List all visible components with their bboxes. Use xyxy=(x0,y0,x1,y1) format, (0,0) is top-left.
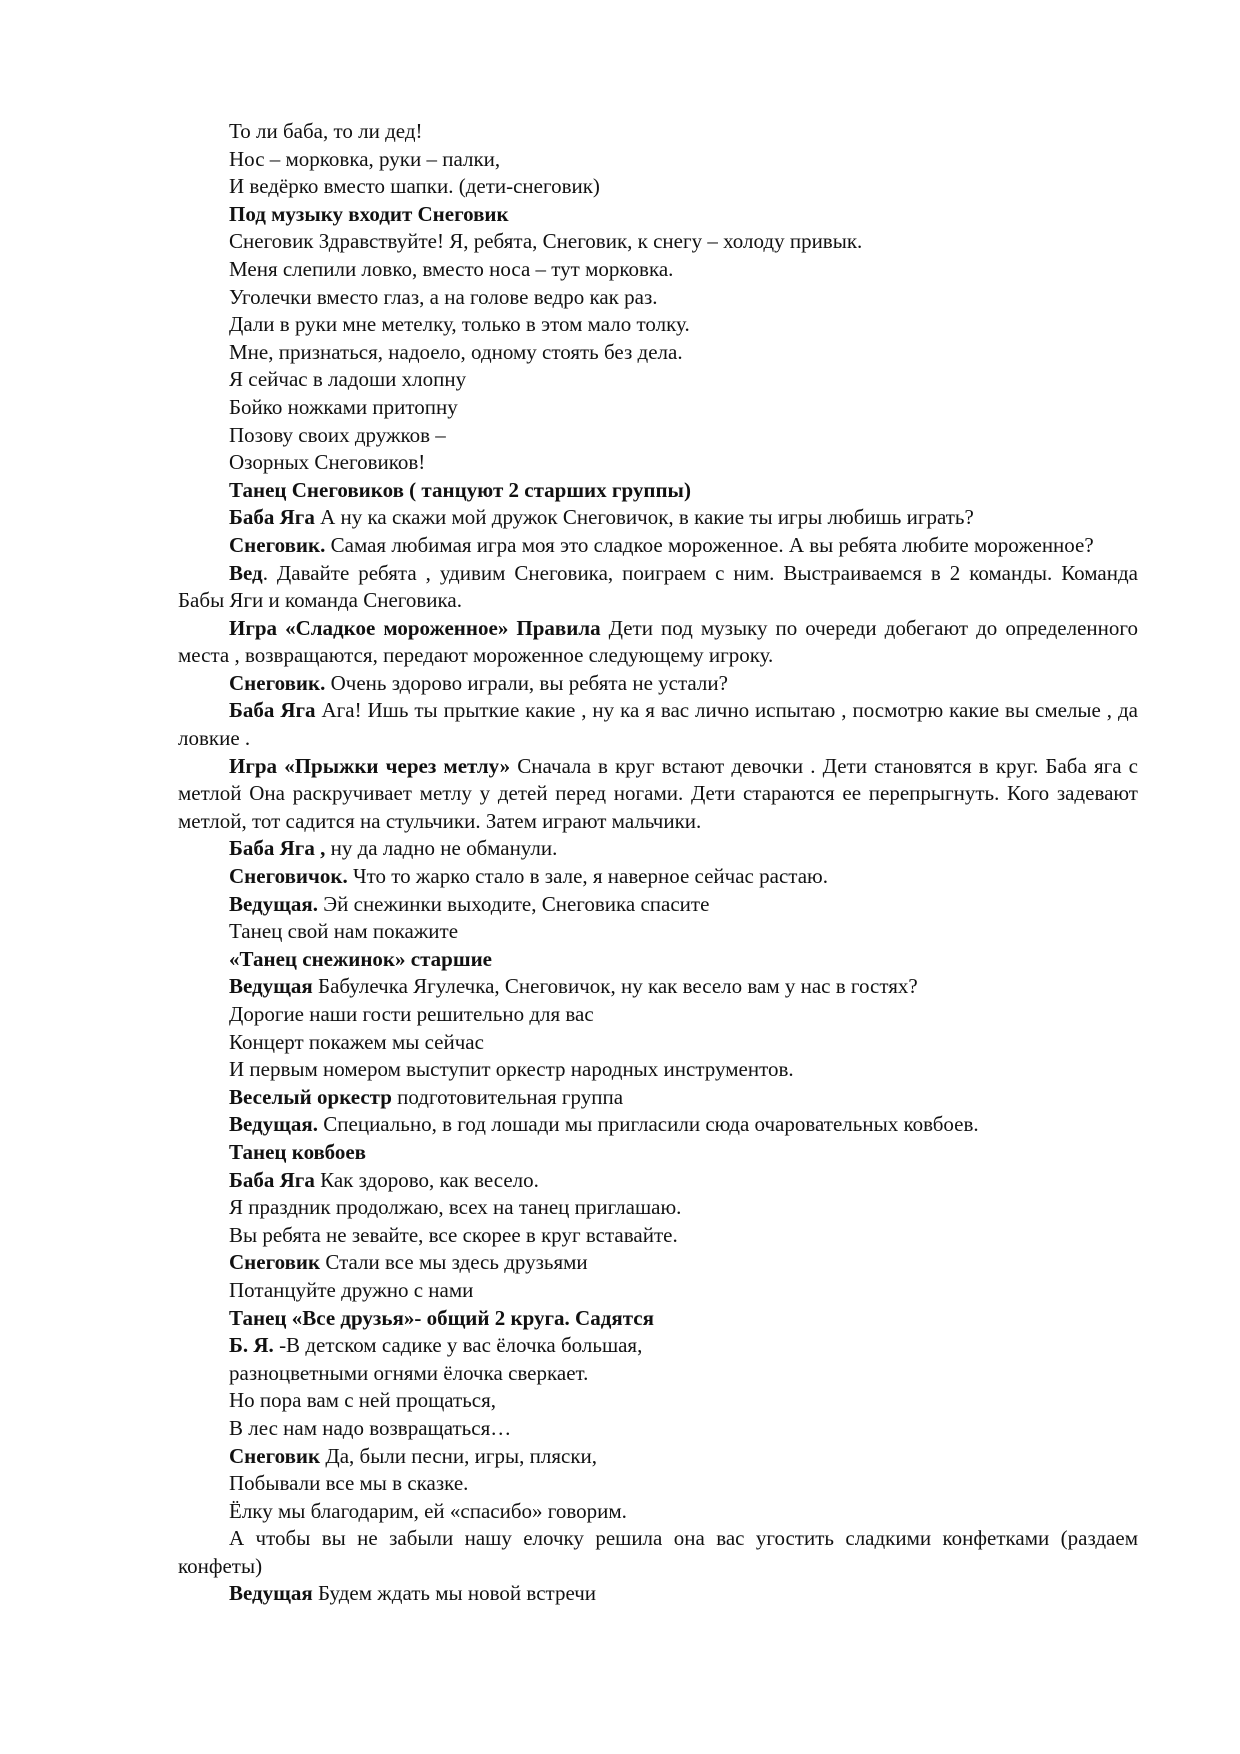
line-text: Специально, в год лошади мы пригласили сюда очаровательных ковбоев. xyxy=(318,1112,979,1137)
line-text: . Давайте ребята , удивим Снеговика, поиграем с ним. Выстраиваемся в 2 команды. Команда Бабы Яги и команда Снеговика. xyxy=(178,560,1138,613)
speaker-label: Снеговичок. xyxy=(229,864,348,889)
text-line xyxy=(178,891,1138,919)
text-line xyxy=(178,118,1138,146)
text-line xyxy=(178,1498,1138,1526)
text-line xyxy=(178,201,1138,229)
text-line xyxy=(178,284,1138,312)
text-line xyxy=(178,1470,1138,1498)
script-text xyxy=(178,118,1138,1608)
line-text: Эй снежинки выходите, Снеговика спасите xyxy=(318,891,710,916)
line-text: Бабулечка Ягулечка, Снеговичок, ну как весело вам у нас в гостях? xyxy=(312,974,918,999)
line-text: Ёлку мы благодарим, ей «спасибо» говорим. xyxy=(229,1498,627,1523)
text-line xyxy=(178,311,1138,339)
text-line xyxy=(178,1443,1138,1471)
line-text: Уголечки вместо глаз, а на голове ведро как раз. xyxy=(229,284,658,309)
speaker-label: Снеговик xyxy=(229,1250,321,1275)
text-line xyxy=(178,1194,1138,1222)
text-line xyxy=(178,1387,1138,1415)
line-text: Бойко ножками притопну xyxy=(229,394,458,419)
speaker-label: Снеговик. xyxy=(229,670,326,695)
text-line xyxy=(178,1249,1138,1277)
text-line xyxy=(178,946,1138,974)
text-line xyxy=(178,1084,1138,1112)
line-text: А ну ка скажи мой дружок Снеговичок, в какие ты игры любишь играть? xyxy=(314,505,974,530)
line-text: Очень здорово играли, вы ребята не устали? xyxy=(325,670,728,695)
speaker-label: Снеговик xyxy=(229,1443,321,1468)
line-text: Побывали все мы в сказке. xyxy=(229,1471,469,1496)
text-line xyxy=(178,173,1138,201)
text-line xyxy=(178,1056,1138,1084)
text-line xyxy=(178,1525,1138,1580)
text-line xyxy=(178,228,1138,256)
speaker-label: Баба Яга , xyxy=(229,836,326,861)
speaker-label: «Танец снежинок» старшие xyxy=(229,946,492,971)
text-line xyxy=(178,560,1138,615)
line-text: -В детском садике у вас ёлочка большая, xyxy=(273,1333,643,1358)
line-text: ну да ладно не обманули. xyxy=(325,836,558,861)
line-text: Потанцуйте дружно с нами xyxy=(229,1277,474,1302)
speaker-label: Танец ковбоев xyxy=(229,1139,367,1164)
speaker-label: Ведущая. xyxy=(229,1112,319,1137)
line-text: Но пора вам с ней прощаться, xyxy=(229,1388,497,1413)
speaker-label: Веселый оркестр xyxy=(229,1084,392,1109)
text-line xyxy=(178,918,1138,946)
speaker-label: Баба Яга xyxy=(229,505,315,530)
line-text: А чтобы вы не забыли нашу елочку решила она вас угостить сладкими конфетками (раздаем конфеты) xyxy=(178,1526,1138,1578)
line-text: Будем ждать мы новой встречи xyxy=(312,1581,597,1606)
text-line xyxy=(178,1360,1138,1388)
speaker-label: Вед xyxy=(229,560,263,585)
line-text: Дали в руки мне метелку, только в этом мало толку. xyxy=(229,312,690,337)
speaker-label: Танец Снеговиков ( танцуют 2 старших группы) xyxy=(229,477,691,502)
speaker-label: Игра «Сладкое мороженное» Правила xyxy=(229,615,601,640)
speaker-label: Б. Я. xyxy=(229,1333,274,1358)
line-text: Дети под музыку по очереди добегают до определенного места , возвращаются, передают мороженное следующему игроку. xyxy=(178,615,1138,668)
text-line xyxy=(178,1029,1138,1057)
line-text: И ведёрко вместо шапки. (дети-снеговик) xyxy=(229,174,600,199)
text-line xyxy=(178,1167,1138,1195)
line-text: Мне, признаться, надоело, одному стоять без дела. xyxy=(229,339,683,364)
text-line xyxy=(178,449,1138,477)
speaker-label: Баба Яга xyxy=(229,698,316,723)
text-line xyxy=(178,477,1138,505)
speaker-label: Игра «Прыжки через метлу» xyxy=(229,753,511,778)
text-line xyxy=(178,697,1138,752)
line-text: Нос – морковка, руки – палки, xyxy=(229,146,501,171)
speaker-label: Ведущая. xyxy=(229,891,319,916)
line-text: Дорогие наши гости решительно для вас xyxy=(229,1002,594,1026)
text-line xyxy=(178,1305,1138,1333)
line-text: В лес нам надо возвращаться… xyxy=(229,1415,512,1440)
text-line xyxy=(178,1111,1138,1139)
text-line xyxy=(178,753,1138,836)
text-line xyxy=(178,1277,1138,1305)
line-text: разноцветными огнями ёлочка сверкает. xyxy=(229,1360,589,1385)
line-text: Озорных Снеговиков! xyxy=(229,450,426,475)
text-line xyxy=(178,670,1138,698)
line-text: Концерт покажем мы сейчас xyxy=(229,1029,484,1054)
line-text: Как здорово, как весело. xyxy=(314,1167,539,1192)
line-text: Снеговик Здравствуйте! Я, ребята, Снеговик, к снегу – холоду привык. xyxy=(229,229,863,254)
text-line xyxy=(178,835,1138,863)
text-line xyxy=(178,1580,1138,1608)
text-line xyxy=(178,1332,1138,1360)
text-line xyxy=(178,256,1138,284)
line-text: Самая любимая игра моя это сладкое мороженное. А вы ребята любите мороженное? xyxy=(325,532,1094,557)
line-text: Вы ребята не зевайте, все скорее в круг вставайте. xyxy=(229,1222,678,1247)
text-line xyxy=(178,615,1138,670)
line-text: Танец свой нам покажите xyxy=(229,919,459,944)
text-line xyxy=(178,1001,1138,1029)
line-text: Позову своих дружков – xyxy=(229,422,446,447)
line-text: Да, были песни, игры, пляски, xyxy=(320,1443,598,1468)
speaker-label: Танец «Все друзья»- общий 2 круга. Садятся xyxy=(229,1305,654,1330)
speaker-label: Ведущая xyxy=(229,1581,313,1606)
text-line xyxy=(178,422,1138,450)
line-text: подготовительная группа xyxy=(391,1084,624,1109)
line-text: Меня слепили ловко, вместо носа – тут морковка. xyxy=(229,256,674,281)
line-text: Что то жарко стало в зале, я наверное сейчас растаю. xyxy=(347,864,828,889)
speaker-label: Ведущая xyxy=(229,974,313,999)
text-line xyxy=(178,146,1138,174)
line-text: Я праздник продолжаю, всех на танец приглашаю. xyxy=(229,1195,682,1220)
text-line xyxy=(178,1139,1138,1167)
speaker-label: Снеговик. xyxy=(229,532,326,557)
text-line xyxy=(178,532,1138,560)
speaker-label: Баба Яга xyxy=(229,1167,315,1192)
text-line xyxy=(178,504,1138,532)
text-line xyxy=(178,394,1138,422)
line-text: И первым номером выступит оркестр народных инструментов. xyxy=(229,1057,794,1082)
line-text: Стали все мы здесь друзьями xyxy=(320,1250,588,1275)
text-line xyxy=(178,863,1138,891)
text-line xyxy=(178,366,1138,394)
line-text: Ага! Ишь ты прыткие какие , ну ка я вас лично испытаю , посмотрю какие вы смелые , да ловкие . xyxy=(178,698,1138,751)
line-text: Я сейчас в ладоши хлопну xyxy=(229,367,467,392)
text-line xyxy=(178,1222,1138,1250)
speaker-label: Под музыку входит Снеговик xyxy=(229,201,509,226)
line-text: То ли баба, то ли дед! xyxy=(229,119,423,143)
text-line xyxy=(178,1415,1138,1443)
text-line xyxy=(178,339,1138,367)
line-text: Сначала в круг встают девочки . Дети становятся в круг. Баба яга с метлой Она раскручивает метлу у детей перед ногами. Дети стараются ее перепрыгнуть. Кого задевают метлой, тот садится на стульчики. Затем играют мальчики. xyxy=(178,753,1139,833)
text-line xyxy=(178,973,1138,1001)
